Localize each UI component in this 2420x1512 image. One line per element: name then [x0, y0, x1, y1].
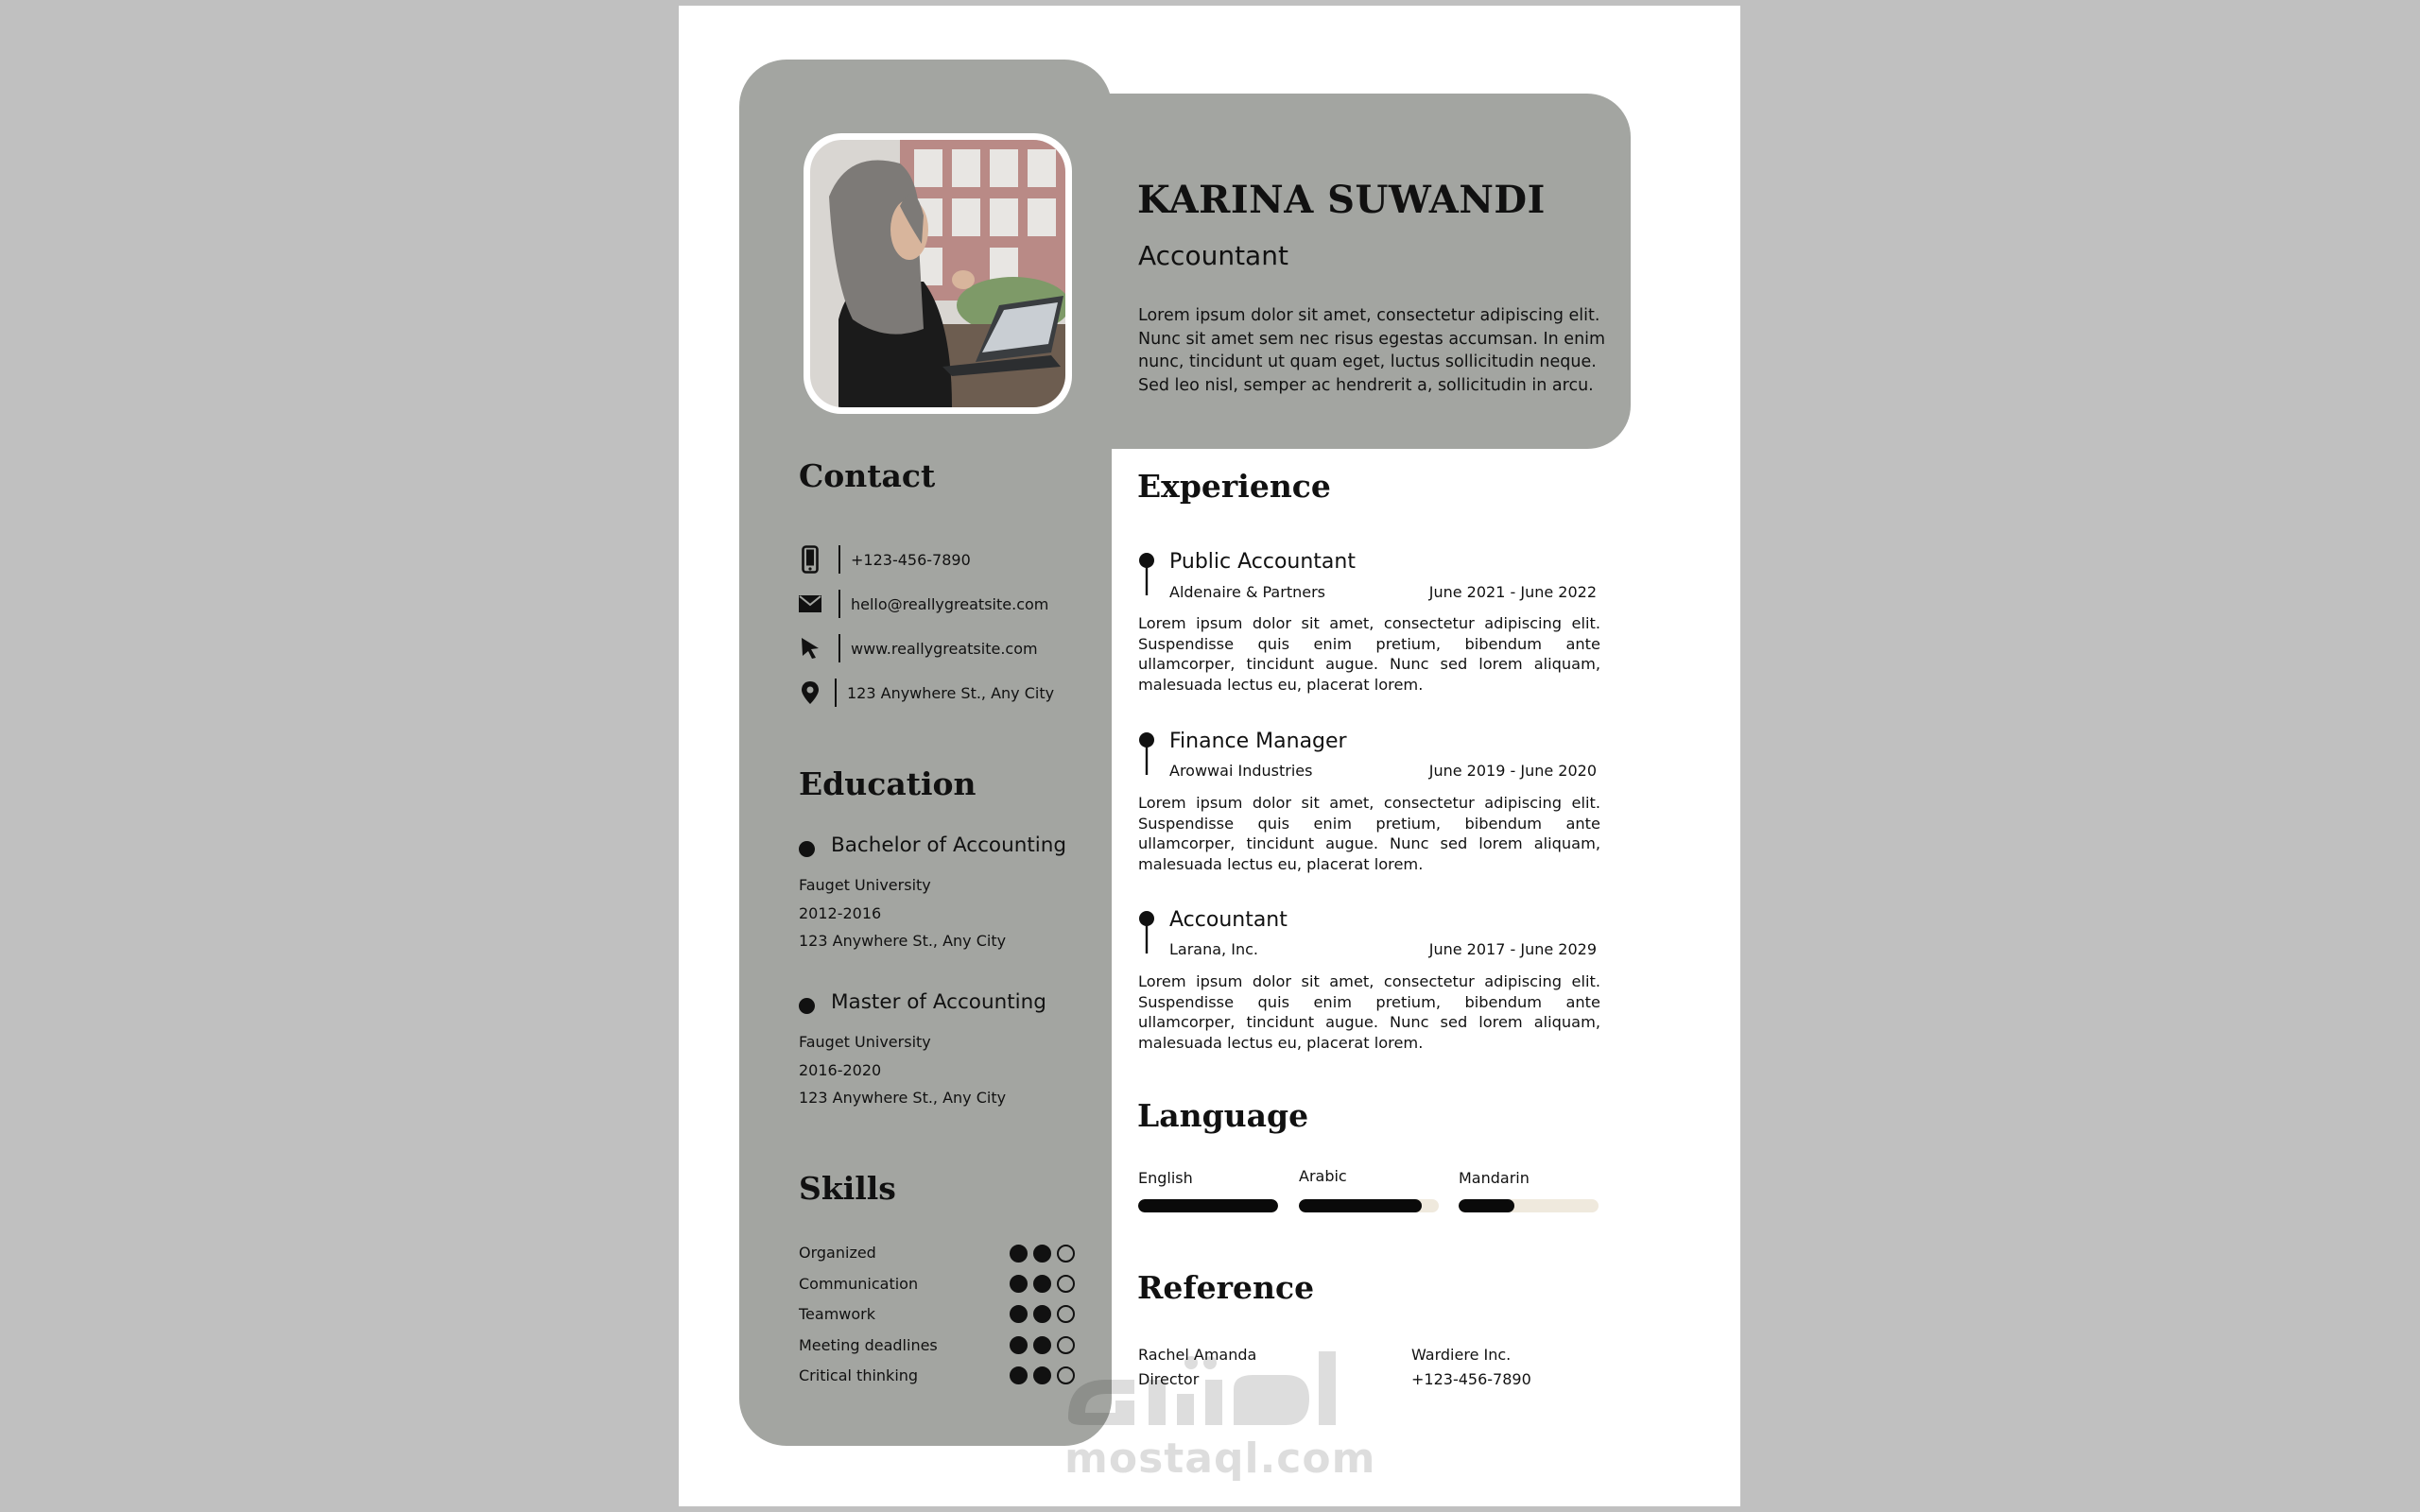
language-name: Mandarin [1459, 1169, 1530, 1187]
profile-summary: Lorem ipsum dolor sit amet, consectetur adipiscing elit. Nunc sit amet sem nec risus egestas accumsan. In enim nunc, tincidunt ut quam eget, luctus sollicitudin neque. Sed leo nisl, semper ac hendrerit a, sollicitudin in arcu. [1138, 306, 1606, 395]
experience-dates: June 2021 - June 2022 [1428, 583, 1597, 601]
contact-phone-row [799, 544, 971, 575]
contact-separator [838, 590, 840, 618]
education-years: 2012-2016 [799, 904, 882, 922]
language-bar-fill [1299, 1199, 1422, 1212]
experience-heading: Experience [1137, 468, 1331, 505]
skill-rating [1010, 1245, 1075, 1263]
contact-separator [835, 679, 837, 707]
reference-phone: +123-456-7890 [1411, 1370, 1531, 1388]
education-bullet [799, 998, 815, 1014]
education-degree: Bachelor of Accounting [831, 833, 1067, 857]
map-pin-icon [799, 679, 821, 707]
skill-dot-filled [1010, 1275, 1028, 1293]
language-bar-track [1299, 1199, 1439, 1212]
language-bar-fill [1138, 1199, 1278, 1212]
education-degree: Master of Accounting [831, 990, 1046, 1014]
experience-company: Larana, Inc. [1169, 940, 1258, 958]
candidate-title: Accountant [1138, 240, 1288, 271]
skill-dot-filled [1033, 1275, 1051, 1293]
envelope-icon [799, 590, 821, 618]
contact-separator [838, 545, 840, 574]
experience-dates: June 2017 - June 2029 [1428, 940, 1597, 958]
education-bullet [799, 841, 815, 857]
main-content-area [1112, 449, 1679, 1488]
skill-dot-filled [1010, 1336, 1028, 1354]
timeline-pin-icon [1137, 731, 1156, 777]
reference-company: Wardiere Inc. [1411, 1346, 1512, 1364]
experience-description: Lorem ipsum dolor sit amet, consectetur adipiscing elit. Suspendisse quis enim pretium, bibendum ante ullamcorper, tincidunt augue. Nunc sed lorem aliquam, malesuada lectus eu, placerat lorem. [1138, 614, 1600, 694]
reference-person-title: Director [1138, 1370, 1200, 1388]
skill-dot-filled [1033, 1336, 1051, 1354]
watermark-logo-icon [1059, 1342, 1361, 1436]
profile-photo-frame [804, 133, 1072, 414]
contact-email: hello@reallygreatsite.com [851, 594, 1049, 613]
skill-dot-filled [1010, 1305, 1028, 1323]
cursor-pointer-icon [799, 634, 821, 662]
timeline-pin-icon [1137, 552, 1156, 597]
contact-separator [838, 634, 840, 662]
skill-name: Organized [799, 1244, 876, 1262]
contact-phone: +123-456-7890 [851, 550, 971, 569]
skill-name: Meeting deadlines [799, 1336, 938, 1354]
experience-description: Lorem ipsum dolor sit amet, consectetur adipiscing elit. Suspendisse quis enim pretium, bibendum ante ullamcorper, tincidunt augue. Nunc sed lorem aliquam, malesuada lectus eu, placerat lorem. [1138, 972, 1600, 1052]
timeline-pin-icon [1137, 910, 1156, 955]
language-bar-fill [1459, 1199, 1514, 1212]
skill-dot-empty [1057, 1275, 1075, 1293]
skill-name: Teamwork [799, 1305, 876, 1323]
experience-role: Finance Manager [1169, 730, 1347, 753]
education-address: 123 Anywhere St., Any City [799, 1089, 1007, 1107]
skill-rating [1010, 1275, 1075, 1293]
language-heading: Language [1137, 1097, 1309, 1134]
education-address: 123 Anywhere St., Any City [799, 932, 1007, 950]
skill-name: Communication [799, 1275, 919, 1293]
contact-website: www.reallygreatsite.com [851, 639, 1038, 658]
contact-address-row [799, 678, 1054, 708]
watermark-text: mostaql.com [1064, 1435, 1376, 1483]
skill-rating [1010, 1305, 1075, 1323]
contact-email-row [799, 589, 1048, 619]
education-school: Fauget University [799, 876, 931, 894]
candidate-name: KARINA SUWANDI [1137, 178, 1546, 222]
watermark [1059, 1342, 1376, 1484]
skill-dot-empty [1057, 1305, 1075, 1323]
experience-dates: June 2019 - June 2020 [1428, 762, 1597, 780]
contact-website-row [799, 633, 1038, 663]
education-years: 2016-2020 [799, 1061, 882, 1079]
language-name: English [1138, 1169, 1193, 1187]
experience-role: Accountant [1169, 908, 1288, 932]
language-bar-track [1138, 1199, 1278, 1212]
skill-dot-filled [1010, 1245, 1028, 1263]
skill-dot-filled [1033, 1245, 1051, 1263]
skill-dot-filled [1033, 1305, 1051, 1323]
skill-name: Critical thinking [799, 1366, 919, 1384]
reference-person-name: Rachel Amanda [1138, 1346, 1257, 1364]
experience-role: Public Accountant [1169, 550, 1356, 574]
smartphone-icon [799, 545, 821, 574]
resume-page [679, 6, 1740, 1506]
skill-dot-filled [1010, 1366, 1028, 1384]
reference-heading: Reference [1137, 1269, 1315, 1306]
experience-company: Arowwai Industries [1169, 762, 1313, 780]
experience-company: Aldenaire & Partners [1169, 583, 1325, 601]
skill-dot-empty [1057, 1245, 1075, 1263]
skill-dot-filled [1033, 1366, 1051, 1384]
language-bar-track [1459, 1199, 1599, 1212]
language-name: Arabic [1299, 1167, 1347, 1185]
education-heading: Education [799, 765, 977, 802]
education-school: Fauget University [799, 1033, 931, 1051]
contact-heading: Contact [799, 457, 936, 494]
profile-photo [810, 140, 1065, 407]
skills-heading: Skills [799, 1170, 896, 1207]
experience-description: Lorem ipsum dolor sit amet, consectetur adipiscing elit. Suspendisse quis enim pretium, bibendum ante ullamcorper, tincidunt augue. Nunc sed lorem aliquam, malesuada lectus eu, placerat lorem. [1138, 794, 1600, 873]
contact-address: 123 Anywhere St., Any City [847, 683, 1055, 702]
